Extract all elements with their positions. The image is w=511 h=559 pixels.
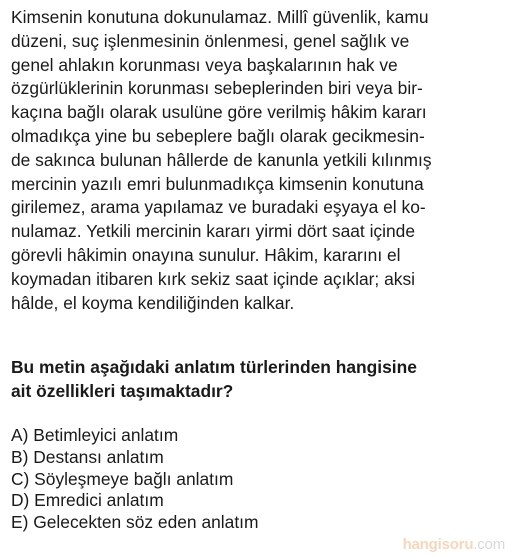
passage-line: olmadıkça yine bu sebeplere bağlı olarak gecikmesin- xyxy=(11,125,425,146)
passage-line: mercinin yazılı emri bulunmadıkça kimsenin konutuna xyxy=(11,173,424,194)
passage-line: özgürlüklerinin korunması sebeplerinden biri veya bir- xyxy=(11,78,423,99)
passage-line: hâlde, el koyma kendiliğinden kalkar. xyxy=(11,292,295,313)
question-line: ait özellikleri taşımaktadır? xyxy=(11,380,234,401)
passage-line: nulamaz. Yetkili mercinin kararı yirmi dört saat içinde xyxy=(11,221,416,242)
passage-text xyxy=(11,6,503,315)
option-d[interactable]: D) Emredici anlatım xyxy=(11,490,164,511)
question-line: Bu metin aşağıdaki anlatım türlerinden hangisine xyxy=(11,357,417,377)
passage-line: Kimsenin konutuna dokunulamaz. Millî güvenlik, kamu xyxy=(11,7,429,27)
option-b[interactable]: B) Destansı anlatım xyxy=(11,446,164,467)
passage-line: koymadan itibaren kırk sekiz saat içinde açıklar; aksi xyxy=(11,268,416,289)
answer-options xyxy=(11,425,503,534)
site-watermark xyxy=(403,536,505,553)
option-a[interactable]: A) Betimleyici anlatım xyxy=(11,425,179,445)
watermark-suffix: .com xyxy=(473,536,505,553)
passage-line: de sakınca bulunan hâllerde de kanunla yetkili kılınmış xyxy=(11,149,432,170)
passage-line: görevli hâkimin onayına sunulur. Hâkim, kararını el xyxy=(11,244,401,265)
option-c[interactable]: C) Söyleşmeye bağlı anlatım xyxy=(11,468,234,489)
question-stem xyxy=(11,356,503,404)
passage-line: kaçına bağlı olarak usulüne göre verilmiş hâkim kararı xyxy=(11,102,427,123)
option-e[interactable]: E) Gelecekten söz eden anlatım xyxy=(11,512,259,533)
passage-line: genel ahlakın korunması veya başkalarının hak ve xyxy=(11,54,398,75)
watermark-brand: hangisoru xyxy=(402,536,474,553)
passage-line: girilemez, arama yapılamaz ve buradaki eşyaya el ko- xyxy=(11,197,426,218)
passage-line: düzeni, suç işlenmesinin önlenmesi, genel sağlık ve xyxy=(11,30,410,51)
